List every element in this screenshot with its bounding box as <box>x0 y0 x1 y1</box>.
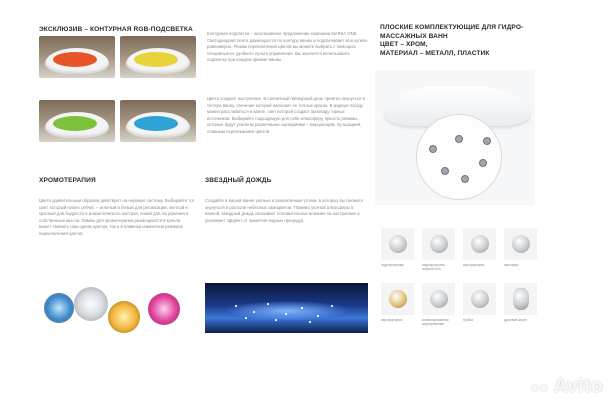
accessory-6-image <box>422 283 455 315</box>
chromo-section-title: ХРОМОТЕРАПИЯ <box>39 177 96 184</box>
bath-water-blue <box>134 116 178 131</box>
bath-photo-green <box>39 100 115 142</box>
spa-title-line-2: МАССАЖНЫХ ВАНН <box>380 32 448 40</box>
spa-title-line-1: ПЛОСКИЕ КОМПЛЕКТУЮЩИЕ ДЛЯ ГИДРО- <box>380 24 524 31</box>
lamp-amber <box>108 301 140 333</box>
accessory-2-label: гидрофорсунка- жирный сток <box>422 263 446 271</box>
bath-photo-yellow <box>120 36 196 78</box>
accessory-5-image <box>381 283 414 315</box>
chromo-paragraph: Цвета удивительным образом действуют на нервную систему. Выбирайте тот цвет, который нужен сейчас – зеленый и белый для релаксации, желтый и красный для бодрости и романтического настроя, синий для погружения в собственные мысли. Лампы для хромотерапии размещаются в купели, может сменить нам одним цветом, так и в плавном изменении режимов переключения цветов. <box>39 198 195 236</box>
accessory-8-image <box>504 283 537 315</box>
accessory-8-label: душевой шланг <box>504 318 527 322</box>
avito-watermark-text: Avito <box>553 376 603 397</box>
accessory-2-image <box>422 228 455 260</box>
accessory-4-label: аэрофорс <box>504 263 519 267</box>
spa-title-line-4: МАТЕРИАЛ – МЕТАЛЛ, ПЛАСТИК <box>380 49 490 57</box>
spa-section-title <box>380 24 523 58</box>
accessory-1-image <box>381 228 414 260</box>
chromotherapy-lamps-photo <box>44 283 188 343</box>
accessory-7-label: трубка <box>463 318 473 322</box>
bath-photo-orange <box>39 36 115 78</box>
bath-water-orange <box>53 52 97 67</box>
accessory-3-image <box>463 228 496 260</box>
avito-watermark <box>531 376 603 398</box>
spa-zoom-circle <box>416 114 502 200</box>
bath-water-yellow <box>134 52 178 67</box>
bath-photo-blue <box>120 100 196 142</box>
rgb-paragraph-1: Контурная подсветка – эксклюзивное предложение компании МАRКА ONE. Светодиодная лента размещается по контуру ванны и подсвечивает всю купель равномерно. Режим переключения цветов вы можете выбрать с помощью специального удобного пульта управления. Вы захочется использовать подсветку при каждом приеме ванны. <box>207 31 368 63</box>
lamp-blue <box>44 293 74 323</box>
spa-title-line-3: ЦВЕТ – ХРОМ, <box>380 41 428 48</box>
star-rain-photo <box>205 283 368 333</box>
stars-section-title: ЗВЕЗДНЫЙ ДОЖДЬ <box>205 177 272 184</box>
spa-tub-diagram <box>375 70 535 205</box>
accessory-1-label: гидрофорсунка <box>381 263 404 267</box>
lamp-pink <box>148 293 180 325</box>
avito-logo-icon: ●● <box>530 379 549 395</box>
accessory-3-label: аэрофорсунка <box>463 263 485 267</box>
accessory-5-label: аэрофорсунка <box>381 318 403 322</box>
rgb-section-title: ЭКСКЛЮЗИВ – КОНТУРНАЯ RGB-ПОДСВЕТКА <box>39 26 193 33</box>
stars-paragraph: Создайте в вашей ванне уютные и романтичные уголки, в которых вы сможете окунуться в россыпи небесных самоцветов. Помимо уютной атмосферы в ванной, звездный дождь оказывает положительное влияние на настроение и усиливает эффект от принятия водных процедур. <box>205 198 363 223</box>
lamp-chrome <box>74 287 108 321</box>
accessory-6-label: комбинированная жироприемная <box>422 318 449 326</box>
rgb-paragraph-2: Цвета создают настроение. В солнечный пасмурный день приятно окунуться в теплую ванну, свечение которой наполнит ее теплых красок. В жаркую погоду можно расслабиться в ванне, свет которой создаст прохладу горных источников. Выбирайте подходящую для себя атмосферу, яркость режимы, которые будут усилены различными сценариями – мерцающим, пульсацией, плавным перетеканием цветов. <box>207 96 365 134</box>
accessory-4-image <box>504 228 537 260</box>
accessory-7-image <box>463 283 496 315</box>
bath-water-green <box>53 116 97 131</box>
